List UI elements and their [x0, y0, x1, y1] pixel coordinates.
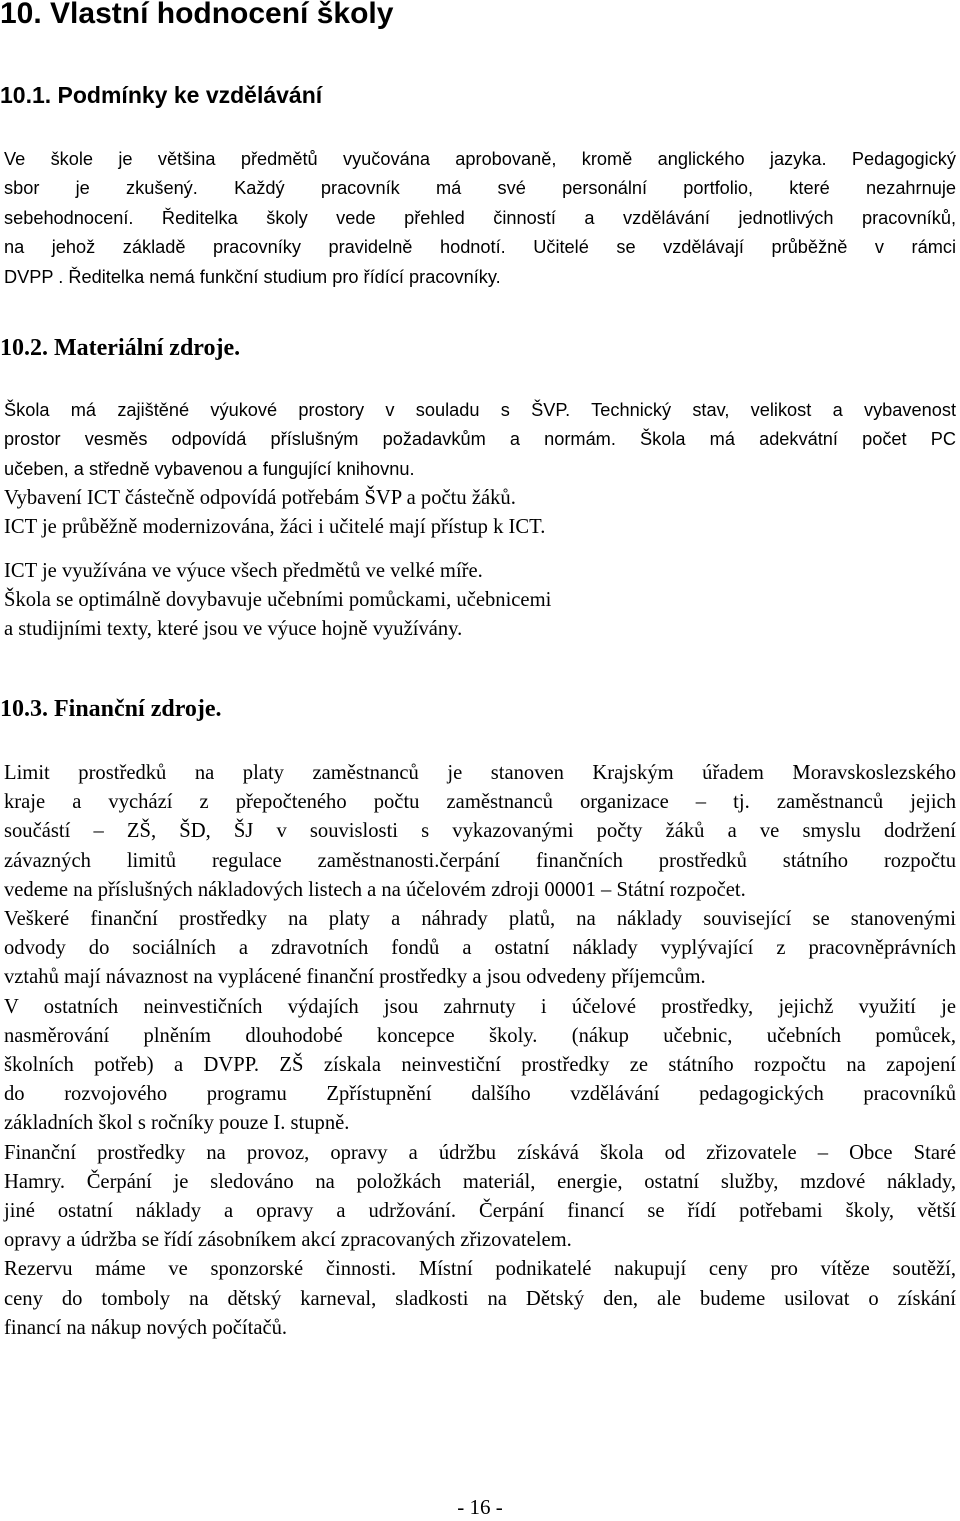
paragraph-line: prostor vesměs odpovídá příslušným požadavkům a normám. Škola má adekvátní počet PC — [4, 429, 956, 450]
paragraph-line: opravy a údržba se řídí zásobníkem akcí zpracovaných zřizovatelem. — [4, 1229, 572, 1252]
paragraph-line: součástí – ZŠ, ŠD, ŠJ v souvislosti s vykazovanými počty žáků a ve smyslu dodržení — [4, 820, 956, 843]
paragraph-line: ICT je využívána ve výuce všech předmětů ve velké míře. — [4, 560, 483, 582]
paragraph-line: nasměrování plněním dlouhodobé koncepce školy. (nákup učebnic, učebních pomůcek, — [4, 1024, 956, 1047]
paragraph-financni — [4, 759, 956, 1343]
paragraph-line: Rezervu máme ve sponzorské činnosti. Místní podnikatelé nakupují ceny pro vítěze soutěží, — [4, 1258, 956, 1281]
paragraph-line: sbor je zkušený. Každý pracovník má své personální portfolio, které nezahrnuje — [4, 178, 956, 199]
paragraph-line: do rozvojového programu Zpřístupnění dalšího vzdělávání pedagogických pracovníků — [4, 1083, 956, 1106]
paragraph-line: školních potřeb) a DVPP. ZŠ získala neinvestiční prostředky ze státního rozpočtu na zapojení — [4, 1054, 956, 1077]
paragraph-line: Škola se optimálně dovybavuje učebními pomůckami, učebnicemi — [4, 589, 552, 612]
paragraph-line: závazných limitů regulace zaměstnanosti.čerpání finančních prostředků státního rozpočtu — [4, 849, 956, 872]
paragraph-line: Hamry. Čerpání je sledováno na položkách materiál, energie, ostatní služby, mzdové náklady, — [4, 1170, 956, 1193]
paragraph-line: Vybavení ICT částečně odpovídá potřebám ŠVP a počtu žáků. — [4, 487, 516, 509]
paragraph-materialni — [4, 396, 956, 484]
paragraph-line: ICT je průběžně modernizována, žáci i učitelé mají přístup k ICT. — [4, 516, 546, 539]
paragraph-materialni-ict — [4, 484, 956, 542]
paragraph-line: V ostatních neinvestičních výdajích jsou zahrnuty i účelové prostředky, jejichž využití je — [4, 995, 956, 1018]
paragraph-line: vztahů mají návaznost na vyplácené finanční prostředky a jsou odvedeny příjemcům. — [4, 966, 706, 989]
paragraph-line: na jehož základě pracovníky pravidelně hodnotí. Učitelé se vzdělávají průběžně v rámci — [4, 237, 956, 258]
paragraph-line: Ve škole je většina předmětů vyučována aprobovaně, kromě anglického jazyka. Pedagogický — [4, 149, 956, 169]
page-number: - 16 - — [457, 1495, 503, 1519]
paragraph-line: kraje a vychází z přepočteného počtu zaměstnanců organizace – tj. zaměstnanců jejich — [4, 791, 956, 814]
paragraph-line: odvody do sociálních a zdravotních fondů a ostatní náklady vyplývající z pracovněprávních — [4, 937, 956, 960]
paragraph-materialni-pomucky — [4, 557, 956, 645]
paragraph-line: DVPP . Ředitelka nemá funkční studium pro řídící pracovníky. — [4, 266, 501, 287]
paragraph-line: ceny do tomboly na dětský karneval, sladkosti na Dětský den, ale budeme usilovat o získání — [4, 1287, 956, 1310]
paragraph-line: základních škol s ročníky pouze I. stupně. — [4, 1112, 350, 1135]
paragraph-line: financí na nákup nových počítačů. — [4, 1316, 288, 1339]
section-heading-podminky: 10.1. Podmínky ke vzdělávání — [0, 82, 323, 108]
section-heading-financni: 10.3. Finanční zdroje. — [0, 696, 222, 722]
paragraph-line: učeben, a středně vybavenou a fungující knihovnu. — [4, 458, 415, 479]
paragraph-line: sebehodnocení. Ředitelka školy vede přehled činností a vzdělávání jednotlivých pracovníků, — [4, 207, 956, 228]
paragraph-line: jiné ostatní náklady a opravy a udržování. Čerpání financí se řídí potřebami školy, větší — [4, 1200, 956, 1223]
paragraph-podminky — [4, 145, 956, 292]
paragraph-line: Škola má zajištěné výukové prostory v souladu s ŠVP. Technický stav, velikost a vybavenost — [4, 400, 956, 420]
chapter-heading: 10. Vlastní hodnocení školy — [0, 0, 394, 30]
paragraph-line: a studijními texty, které jsou ve výuce hojně využívány. — [4, 618, 463, 641]
paragraph-line: vedeme na příslušných nákladových listech a na účelovém zdroji 00001 – Státní rozpočet. — [4, 878, 746, 901]
paragraph-line: Limit prostředků na platy zaměstnanců je stanoven Krajským úřadem Moravskoslezského — [4, 762, 956, 784]
paragraph-line: Veškeré finanční prostředky na platy a náhrady platů, na náklady související se stanovenými — [4, 908, 956, 931]
section-heading-materialni: 10.2. Materiální zdroje. — [0, 335, 241, 361]
paragraph-line: Finanční prostředky na provoz, opravy a údržbu získává škola od zřizovatele – Obce Staré — [4, 1141, 956, 1164]
